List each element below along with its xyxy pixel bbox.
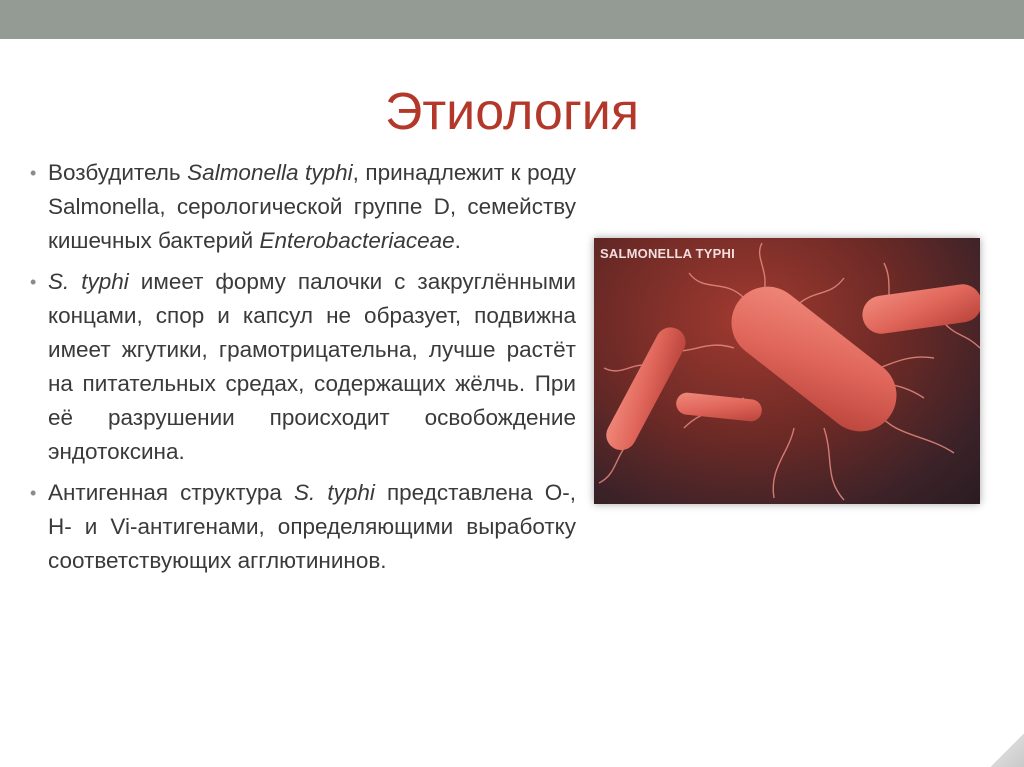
left-bacterium	[601, 322, 691, 455]
bullet-list	[30, 156, 576, 585]
bullet-item: • Антигенная структура S. typhi представлена О-, Н- и Vi-антигенами, определяющими выработку соответствующих агглютининов.	[30, 476, 576, 578]
bullet-dot-icon: •	[30, 163, 37, 183]
small-bacterium	[675, 392, 763, 423]
bullet-item: • S. typhi имеет форму палочки с закруглёнными концами, спор и капсул не образует, подвижна имеет жгутики, грамотрицательна, лучше растёт на питательных средах, содержащих жёлчь. При её разрушении происходит освобождение эндотоксина.	[30, 265, 576, 469]
image-caption: SALMONELLA TYPHI	[600, 246, 735, 261]
bacteria-illustration	[594, 238, 980, 504]
bullet-dot-icon: •	[30, 483, 37, 503]
bullet-dot-icon: •	[30, 272, 37, 292]
salmonella-image	[594, 238, 980, 504]
bullet-item: • Возбудитель Salmonella typhi, принадлежит к роду Salmonella, серологической группе D, семейству кишечных бактерий Enterobacteriaceae.	[30, 156, 576, 258]
slide-title: Этиология	[384, 83, 640, 141]
page-fold-corner	[990, 733, 1024, 767]
right-bacterium	[860, 282, 980, 336]
top-bar	[0, 0, 1024, 39]
